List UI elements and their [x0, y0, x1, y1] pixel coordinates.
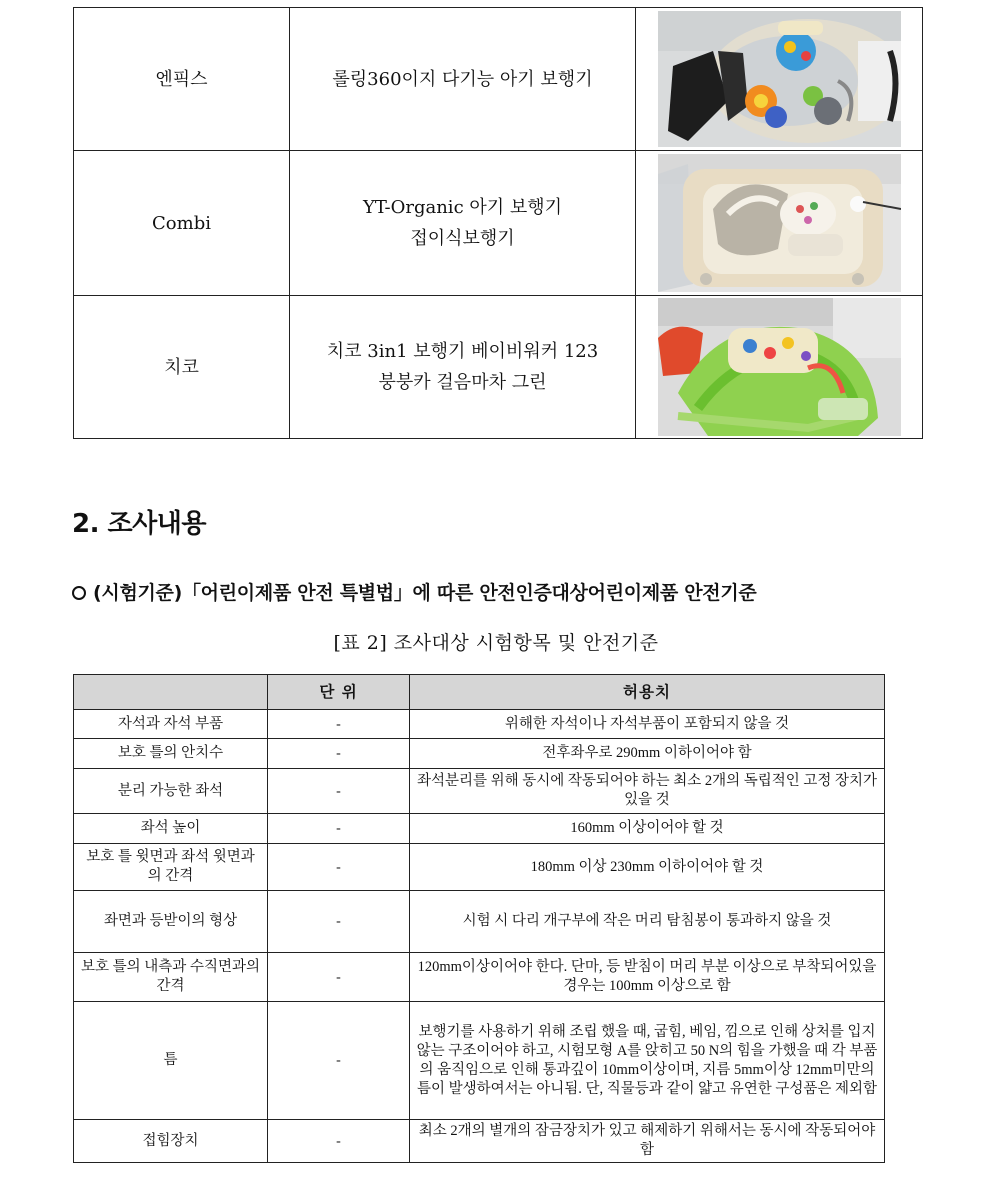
- product-name-cell: YT-Organic 아기 보행기 접이식보행기: [290, 151, 636, 296]
- table-row: [74, 8, 923, 151]
- table-header-row: [74, 675, 885, 710]
- item-cell: 접힘장치: [74, 1120, 268, 1163]
- unit-cell: -: [268, 891, 410, 953]
- unit-cell: -: [268, 710, 410, 739]
- unit-cell: -: [268, 1120, 410, 1163]
- table-row: [74, 1120, 885, 1163]
- item-cell: 보호 틀의 내측과 수직면과의 간격: [74, 953, 268, 1002]
- limit-cell: 보행기를 사용하기 위해 조립 했을 때, 굽힘, 베임, 낌으로 인해 상처를 입지 않는 구조이어야 하고, 시험모형 A를 앉히고 50 N의 힘을 가했을 때 각 부품의 움직임으로 인해 통과깊이 10mm이상이며, 지름 5mm이상 12mm미만의 틈이 발생하여서는 아니됨. 단, 직물등과 같이 얇고 유연한 구성품은 제외함: [410, 1002, 885, 1120]
- brand-cell: Combi: [74, 151, 290, 296]
- limit-cell: 120mm이상이어야 한다. 단마, 등 받침이 머리 부분 이상으로 부착되어있을 경우는 100mm 이상으로 함: [410, 953, 885, 1002]
- table-caption: [표 2] 조사대상 시험항목 및 안전기준: [333, 632, 659, 654]
- limit-cell: 위해한 자석이나 자석부품이 포함되지 않을 것: [410, 710, 885, 739]
- brand-cell: 엔픽스: [74, 8, 290, 151]
- item-cell: 보호 틀 윗면과 좌석 윗면과의 간격: [74, 844, 268, 891]
- table-row: [74, 891, 885, 953]
- baby-walker-photo-3: [658, 298, 901, 436]
- product-name-cell: 치코 3in1 보행기 베이비워커 123 붕붕카 걸음마차 그린: [290, 296, 636, 439]
- limit-cell: 좌석분리를 위해 동시에 작동되어야 하는 최소 2개의 독립적인 고정 장치가 있을 것: [410, 769, 885, 814]
- header-item: [74, 675, 268, 710]
- table-row: [74, 710, 885, 739]
- product-photo-cell: [636, 8, 923, 151]
- limit-cell: 160mm 이상이어야 할 것: [410, 814, 885, 844]
- unit-cell: -: [268, 739, 410, 769]
- header-unit: 단 위: [268, 675, 410, 710]
- item-cell: 자석과 자석 부품: [74, 710, 268, 739]
- item-cell: 좌석 높이: [74, 814, 268, 844]
- product-photo-cell: [636, 151, 923, 296]
- limit-cell: 180mm 이상 230mm 이하이어야 할 것: [410, 844, 885, 891]
- criteria-text: (시험기준)「어린이제품 안전 특별법」에 따른 안전인증대상어린이제품 안전기준: [93, 582, 757, 604]
- item-cell: 분리 가능한 좌석: [74, 769, 268, 814]
- section-title: 2. 조사내용: [72, 509, 206, 539]
- unit-cell: -: [268, 844, 410, 891]
- baby-walker-photo-1: [658, 11, 901, 147]
- item-cell: 좌면과 등받이의 형상: [74, 891, 268, 953]
- item-cell: 보호 틀의 안치수: [74, 739, 268, 769]
- table-row: [74, 296, 923, 439]
- table-row: [74, 1002, 885, 1120]
- product-name-cell: 롤링360이지 다기능 아기 보행기: [290, 8, 636, 151]
- brand-cell: 치코: [74, 296, 290, 439]
- standards-table: [73, 674, 885, 1163]
- unit-cell: -: [268, 814, 410, 844]
- limit-cell: 시험 시 다리 개구부에 작은 머리 탐침봉이 통과하지 않을 것: [410, 891, 885, 953]
- product-table: [73, 7, 923, 439]
- product-photo-cell: [636, 296, 923, 439]
- circle-bullet-icon: [72, 586, 86, 600]
- header-limit: 허용치: [410, 675, 885, 710]
- unit-cell: -: [268, 769, 410, 814]
- table-row: [74, 739, 885, 769]
- table-row: [74, 151, 923, 296]
- unit-cell: -: [268, 1002, 410, 1120]
- limit-cell: 전후좌우로 290mm 이하이어야 함: [410, 739, 885, 769]
- baby-walker-photo-2: [658, 154, 901, 292]
- table-row: [74, 814, 885, 844]
- table-row: [74, 844, 885, 891]
- item-cell: 틈: [74, 1002, 268, 1120]
- table-row: [74, 953, 885, 1002]
- table-row: [74, 769, 885, 814]
- criteria-line: [72, 578, 756, 605]
- limit-cell: 최소 2개의 별개의 잠금장치가 있고 해제하기 위해서는 동시에 작동되어야 함: [410, 1120, 885, 1163]
- unit-cell: -: [268, 953, 410, 1002]
